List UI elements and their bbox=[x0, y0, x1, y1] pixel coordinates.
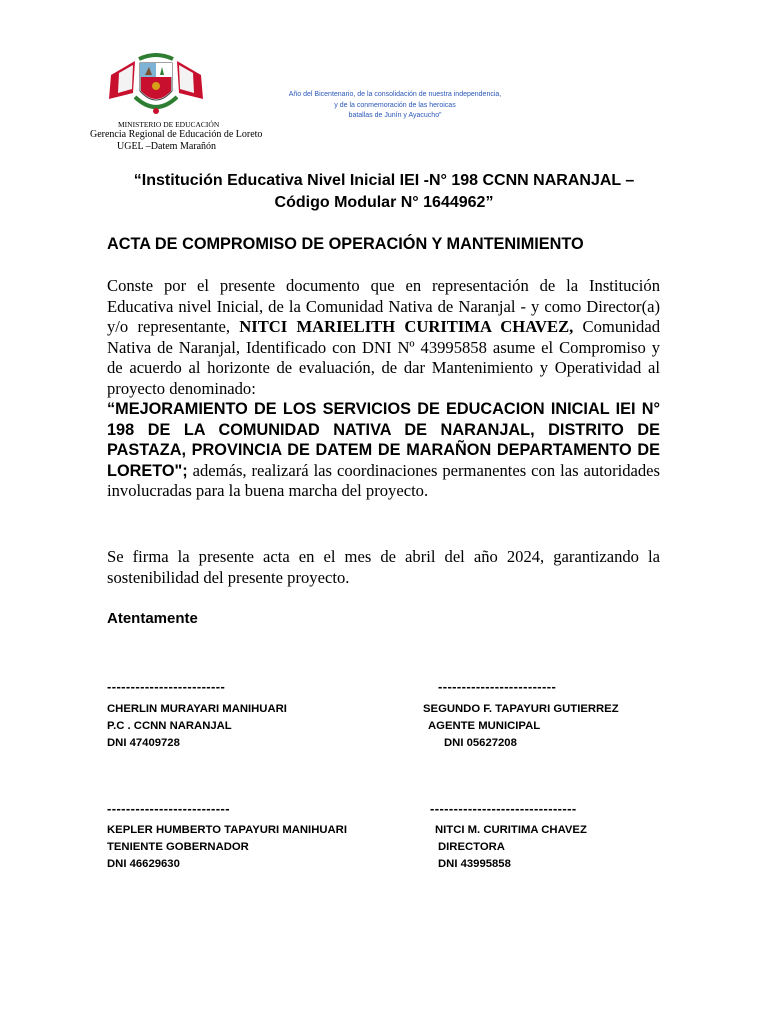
ministry-label: MINISTERIO DE EDUCACIÓN bbox=[118, 120, 220, 129]
document-title: ACTA DE COMPROMISO DE OPERACIÓN Y MANTENIMIENTO bbox=[107, 235, 584, 253]
motto-line: batallas de Junín y Ayacucho” bbox=[348, 112, 442, 119]
signer-dni: DNI 05627208 bbox=[444, 737, 517, 749]
signer-role: TENIENTE GOBERNADOR bbox=[107, 841, 249, 853]
coordination-text: además, realizará las coordinaciones permanentes con las autoridades involucradas para la buena marcha del proyecto. bbox=[107, 460, 660, 500]
director-name: NITCI MARIELITH CURITIMA CHAVEZ, bbox=[239, 317, 574, 336]
motto-line: Año del Bicentenario, de la consolidación de nuestra independencia, bbox=[288, 91, 502, 98]
signature-block bbox=[423, 701, 619, 752]
gerencia-label: Gerencia Regional de Educación de Loreto bbox=[90, 129, 263, 140]
intro-text: Conste por el presente documento que en representación de la Institución Educativa nivel Inicial, de la Comunidad Nativa de Naranjal - y como Director(a) y/o representante, bbox=[107, 276, 660, 336]
signature-block bbox=[107, 701, 287, 752]
signer-name: KEPLER HUMBERTO TAPAYURI MANIHUARI bbox=[107, 824, 347, 836]
signer-role: P.C . CCNN NARANJAL bbox=[107, 720, 232, 732]
project-name: “MEJORAMIENTO DE LOS SERVICIOS DE EDUCACION INICIAL IEI N° 198 DE LA COMUNIDAD NATIVA DE NARANJAL, DISTRITO DE PASTAZA, PROVINCIA DE DATEM DE MARAÑON DEPARTAMENTO DE LORETO"; bbox=[107, 400, 660, 480]
signer-dni: DNI 47409728 bbox=[107, 737, 180, 749]
signer-name: NITCI M. CURITIMA CHAVEZ bbox=[435, 824, 587, 836]
signature-line: ------------------------------- bbox=[430, 801, 577, 816]
signer-dni: DNI 43995858 bbox=[438, 858, 511, 870]
signer-role: DIRECTORA bbox=[438, 841, 505, 853]
signature-line: ------------------------- bbox=[438, 679, 557, 694]
commitment-paragraph bbox=[107, 276, 660, 502]
motto-line: y de la conmemoración de las heroicas bbox=[334, 101, 456, 109]
signer-dni: DNI 46629630 bbox=[107, 858, 180, 870]
closing-salutation: Atentamente bbox=[107, 610, 198, 627]
signature-block bbox=[107, 822, 347, 873]
signature-line: -------------------------- bbox=[107, 801, 230, 816]
signer-name: CHERLIN MURAYARI MANIHUARI bbox=[107, 703, 287, 715]
signing-paragraph: Se firma la presente acta en el mes de abril del año 2024, garantizando la sostenibilidad del presente proyecto. bbox=[107, 547, 660, 587]
signer-role: AGENTE MUNICIPAL bbox=[428, 720, 541, 732]
signer-name: SEGUNDO F. TAPAYURI GUTIERREZ bbox=[423, 703, 619, 715]
signature-block bbox=[435, 822, 587, 873]
director-details: Comunidad Nativa de Naranjal, Identificado con DNI Nº 43995858 asume el Compromiso y de acuerdo al horizonte de evaluación, de dar Mantenimiento y Operatividad al proyecto denominado: bbox=[107, 317, 660, 398]
ugel-label: UGEL –Datem Marañón bbox=[117, 141, 217, 152]
peru-coat-of-arms-icon bbox=[105, 53, 207, 121]
signature-line: ------------------------- bbox=[107, 679, 226, 694]
institution-title: “Institución Educativa Nivel Inicial IEI -N° 198 CCNN NARANJAL – Código Modular N° 1644962” bbox=[133, 172, 635, 211]
year-motto bbox=[270, 90, 520, 122]
